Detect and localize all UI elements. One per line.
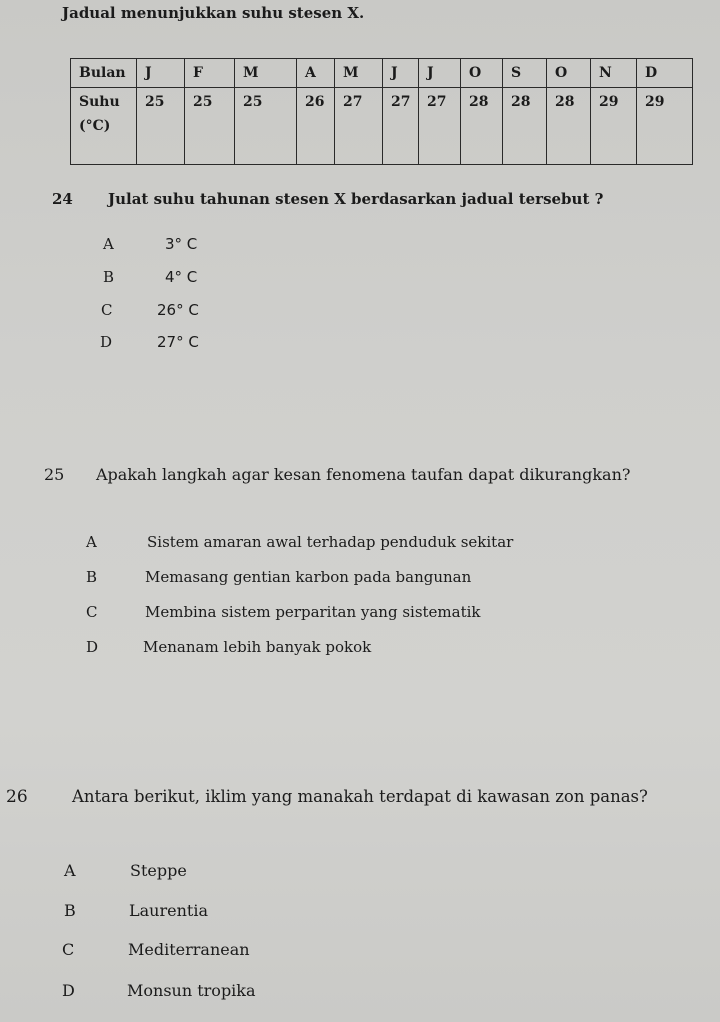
month-cell: M — [335, 59, 383, 88]
month-cell: J — [383, 59, 419, 88]
question-number: 24 — [52, 190, 73, 208]
question-text: Antara berikut, iklim yang manakah terdapat di kawasan zon panas? — [72, 787, 648, 806]
option-text: Membina sistem perparitan yang sistematik — [145, 603, 481, 621]
option-text: Laurentia — [129, 901, 208, 920]
temp-cell: 27 — [419, 88, 461, 165]
table-caption: Jadual menunjukkan suhu stesen X. — [62, 4, 365, 22]
month-cell: F — [185, 59, 235, 88]
temp-cell: 26 — [297, 88, 335, 165]
table-header-cell: Bulan — [71, 59, 137, 88]
temp-cell: 25 — [137, 88, 185, 165]
option-text: 27° C — [157, 333, 199, 351]
option-text: Monsun tropika — [127, 981, 256, 1000]
option-text: 3° C — [165, 235, 198, 253]
option-text: 4° C — [165, 268, 198, 286]
month-cell: S — [503, 59, 547, 88]
option-letter: B — [86, 568, 98, 586]
table-row — [71, 88, 693, 165]
option-letter: B — [103, 268, 115, 286]
temp-cell: 29 — [591, 88, 637, 165]
option-text: Mediterranean — [128, 940, 250, 959]
temp-cell: 27 — [383, 88, 419, 165]
question-number: 25 — [44, 465, 65, 484]
question-number: 26 — [6, 787, 28, 807]
temp-cell: 27 — [335, 88, 383, 165]
month-cell: J — [419, 59, 461, 88]
month-cell: M — [235, 59, 297, 88]
option-text: Steppe — [130, 861, 187, 880]
option-letter: A — [64, 861, 76, 880]
table-row — [71, 59, 693, 88]
option-letter: B — [64, 901, 76, 920]
temp-cell: 25 — [235, 88, 297, 165]
option-letter: C — [101, 301, 113, 319]
option-letter: A — [103, 235, 114, 253]
option-letter: C — [86, 603, 98, 621]
option-letter: C — [62, 940, 75, 959]
temp-cell: 25 — [185, 88, 235, 165]
unit-label: (°C) — [79, 118, 111, 134]
temp-cell: 28 — [547, 88, 591, 165]
option-letter: A — [86, 533, 97, 551]
question-text: Apakah langkah agar kesan fenomena taufan dapat dikurangkan? — [96, 465, 631, 484]
option-text: Sistem amaran awal terhadap penduduk sekitar — [147, 533, 514, 551]
month-cell: D — [637, 59, 693, 88]
option-letter: D — [86, 638, 99, 656]
option-letter: D — [100, 333, 113, 351]
option-text: 26° C — [157, 301, 199, 319]
question-text: Julat suhu tahunan stesen X berdasarkan jadual tersebut ? — [108, 190, 604, 208]
month-cell: O — [547, 59, 591, 88]
suhu-label: Suhu — [79, 94, 120, 110]
option-text: Memasang gentian karbon pada bangunan — [145, 568, 472, 586]
temp-cell: 28 — [461, 88, 503, 165]
temperature-table — [70, 58, 693, 165]
option-text: Menanam lebih banyak pokok — [143, 638, 372, 656]
table-header-cell — [71, 88, 137, 165]
temp-cell: 28 — [503, 88, 547, 165]
month-cell: O — [461, 59, 503, 88]
month-cell: N — [591, 59, 637, 88]
month-cell: J — [137, 59, 185, 88]
option-letter: D — [62, 981, 75, 1000]
temp-cell: 29 — [637, 88, 693, 165]
month-cell: A — [297, 59, 335, 88]
